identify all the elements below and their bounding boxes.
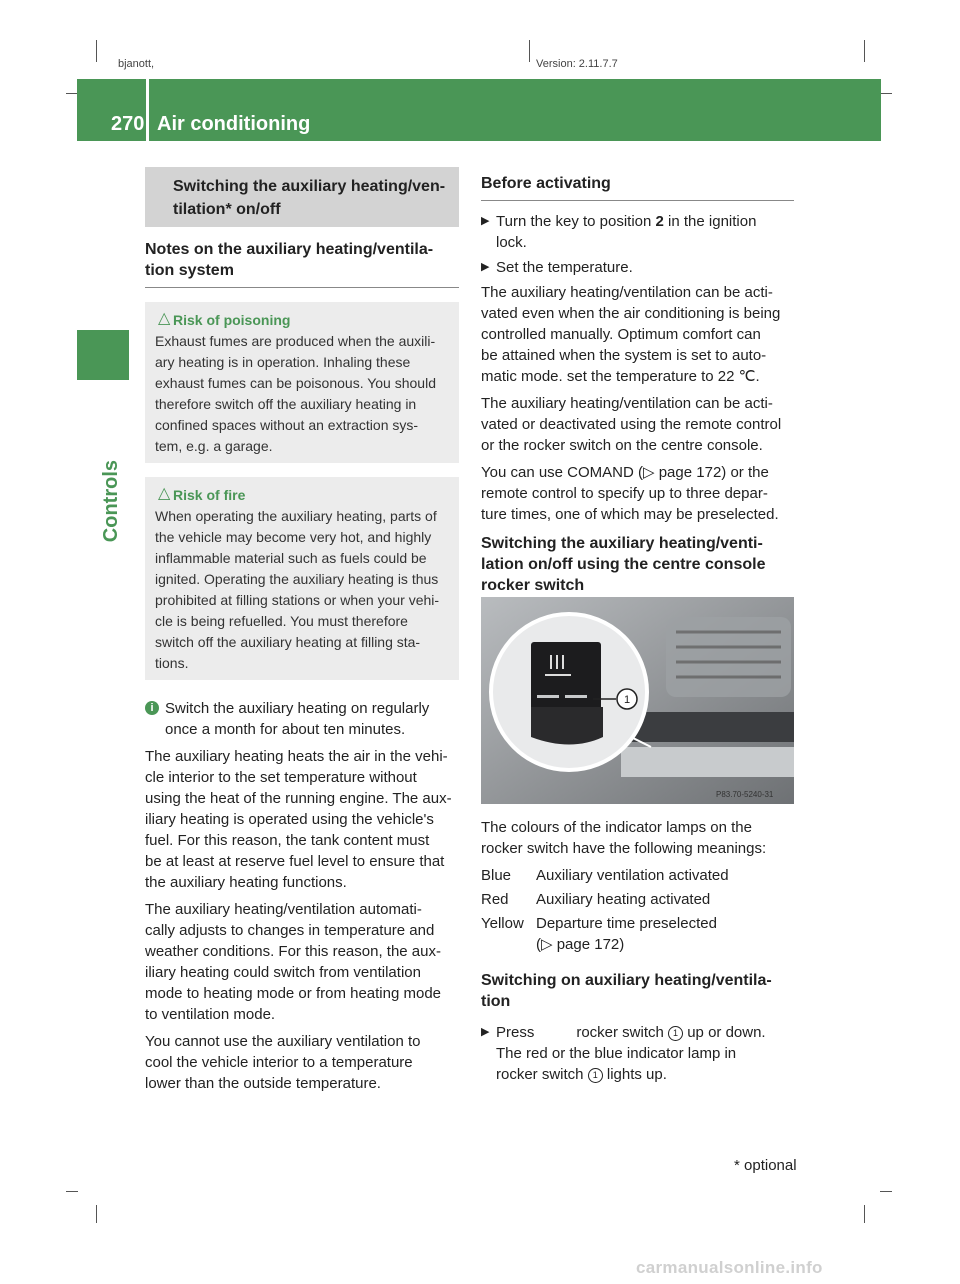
warning-title: Risk of fire xyxy=(173,487,246,503)
crop-mark xyxy=(96,1205,97,1223)
page-reference-link[interactable]: ▷ page 172 xyxy=(643,464,722,481)
warning-triangle-icon: △ xyxy=(158,310,171,327)
meaning-cell xyxy=(536,913,729,958)
side-tab-marker xyxy=(77,330,129,380)
photo-illustration xyxy=(481,597,794,804)
page-reference-link[interactable]: (▷ page 172) xyxy=(536,936,625,953)
info-icon: i xyxy=(145,701,159,715)
callout-1-icon: 1 xyxy=(588,1068,603,1083)
crop-mark xyxy=(880,93,892,94)
step-text: up or down. xyxy=(687,1024,766,1041)
instruction-step xyxy=(481,211,794,253)
meaning-text: Departure time preselected xyxy=(536,915,717,932)
right-column xyxy=(481,167,794,603)
meaning-cell: Auxiliary ventilation activated xyxy=(536,867,729,884)
right-column-lower xyxy=(481,817,794,1089)
paragraph: You cannot use the auxiliary ventilation to cool the vehicle interior to a temperature lower than the outside temperature. xyxy=(145,1033,421,1092)
paragraph xyxy=(481,462,794,525)
colour-cell: Red xyxy=(481,891,509,908)
photo-code: P83.70-5240-31 xyxy=(716,790,774,799)
paragraph: The auxiliary heating/ventilation can be acti- vated or deactivated using the remote control or the rocker switch on the centre console. xyxy=(481,395,782,454)
warning-line: therefore switch off the auxiliary heating in xyxy=(155,396,417,412)
page-number: 270 xyxy=(111,113,145,135)
step-text: The red or the blue indicator lamp in xyxy=(496,1045,737,1062)
header-meta-left: bjanott, xyxy=(118,58,155,70)
paragraph: The auxiliary heating/ventilation automati- cally adjusts to changes in temperature and weather conditions. For this reason, the aux- iliary heating could switch from ventilation mode to heating mode or from heating mode to ventilation mode. xyxy=(145,901,442,1023)
colour-cell: Blue xyxy=(481,867,512,884)
switching-on-heading: Switching on auxiliary heating/ventila- tion xyxy=(481,972,772,1010)
warning-line: Exhaust fumes are produced when the auxili- xyxy=(155,333,436,349)
step-text: rocker switch xyxy=(496,1066,584,1083)
instruction-step: ▶ Set the temperature. xyxy=(481,257,794,278)
meaning-cell: Auxiliary heating activated xyxy=(536,891,711,908)
warning-line: switch off the auxiliary heating at filling sta- xyxy=(155,634,421,650)
crop-mark xyxy=(864,40,865,62)
text: ) or the remote control to specify up to three depar- ture times, one of which may be preselected. xyxy=(481,464,779,523)
paragraph: The auxiliary heating heats the air in the vehi- cle interior to the set temperature without using the heat of the running engine. The aux- iliary heating is operated using the vehicle's fuel. For this reason, the tank content must be at least at reserve fuel level to ensure that the auxiliary heating functions. xyxy=(145,748,452,891)
warning-text xyxy=(155,331,449,457)
instruction-step xyxy=(481,1022,794,1085)
warning-fire xyxy=(145,477,459,680)
text: You can use COMAND ( xyxy=(481,464,644,481)
page-header xyxy=(77,79,881,141)
table-row xyxy=(481,913,729,958)
warning-line: inflammable material such as fuels could be xyxy=(155,550,427,566)
crop-mark xyxy=(529,40,530,62)
rocker-switch-photo xyxy=(481,597,794,804)
warning-line: ignited. Operating the auxiliary heating is thus xyxy=(155,571,439,587)
crop-mark xyxy=(880,1191,892,1192)
crop-mark xyxy=(66,1191,78,1192)
rocker-switch-heading: Switching the auxiliary heating/venti- lation on/off using the centre console rocker switch xyxy=(481,533,794,603)
indicator-table xyxy=(481,865,729,958)
side-tab-label: Controls xyxy=(100,460,122,543)
warning-line: the vehicle may become very hot, and highly xyxy=(155,529,432,545)
warning-line: When operating the auxiliary heating, parts of xyxy=(155,508,437,524)
warning-poisoning xyxy=(145,302,459,463)
warning-line: confined spaces without an extraction sys- xyxy=(155,417,419,433)
warning-triangle-icon: △ xyxy=(158,485,171,502)
notes-heading: Notes on the auxiliary heating/ventila- tion system xyxy=(145,239,459,288)
section-box-heading: Switching the auxiliary heating/ven- tilation* on/off xyxy=(145,167,459,227)
crop-mark xyxy=(864,1205,865,1223)
info-text: Switch the auxiliary heating on regularly once a month for about ten minutes. xyxy=(165,700,430,738)
info-note xyxy=(145,698,459,740)
header-divider xyxy=(146,79,149,141)
table-row xyxy=(481,865,729,889)
watermark: carmanualsonline.info xyxy=(636,1258,823,1277)
table-row xyxy=(481,889,729,913)
photo-callout-number: 1 xyxy=(623,694,631,706)
warning-line: prohibited at filling stations or when your vehi- xyxy=(155,592,440,608)
colour-cell: Yellow xyxy=(481,915,524,932)
warning-title: Risk of poisoning xyxy=(173,312,291,328)
crop-mark xyxy=(96,40,97,62)
warning-line: cle is being refuelled. You must therefore xyxy=(155,613,408,629)
header-meta-right: Version: 2.11.7.7 xyxy=(536,58,618,70)
position-number: 2 xyxy=(655,213,664,230)
warning-line: tem, e.g. a garage. xyxy=(155,438,273,454)
before-activating-heading: Before activating xyxy=(481,173,794,201)
warning-line: exhaust fumes can be poisonous. You should xyxy=(155,375,436,391)
warning-text xyxy=(155,506,449,674)
step-text: Turn the key to position xyxy=(496,213,656,230)
step-text: Press xyxy=(496,1024,535,1041)
section-title: Air conditioning xyxy=(157,113,311,135)
paragraph: The colours of the indicator lamps on the rocker switch have the following meanings: xyxy=(481,819,767,857)
step-text: in the ignition lock. xyxy=(496,213,757,251)
paragraph: The auxiliary heating/ventilation can be acti- vated even when the air conditioning is being controlled manually. Optimum comfort can be attained when the system is set to auto- matic mode. set the temperature to 22 ℃. xyxy=(481,284,781,385)
left-column xyxy=(145,167,459,1100)
step-text: rocker switch xyxy=(576,1024,664,1041)
optional-footnote: * optional xyxy=(734,1157,797,1174)
step-text: lights up. xyxy=(606,1066,667,1083)
warning-line: ary heating is in operation. Inhaling these xyxy=(155,354,411,370)
warning-line: tions. xyxy=(155,655,189,671)
callout-1-icon: 1 xyxy=(668,1026,683,1041)
